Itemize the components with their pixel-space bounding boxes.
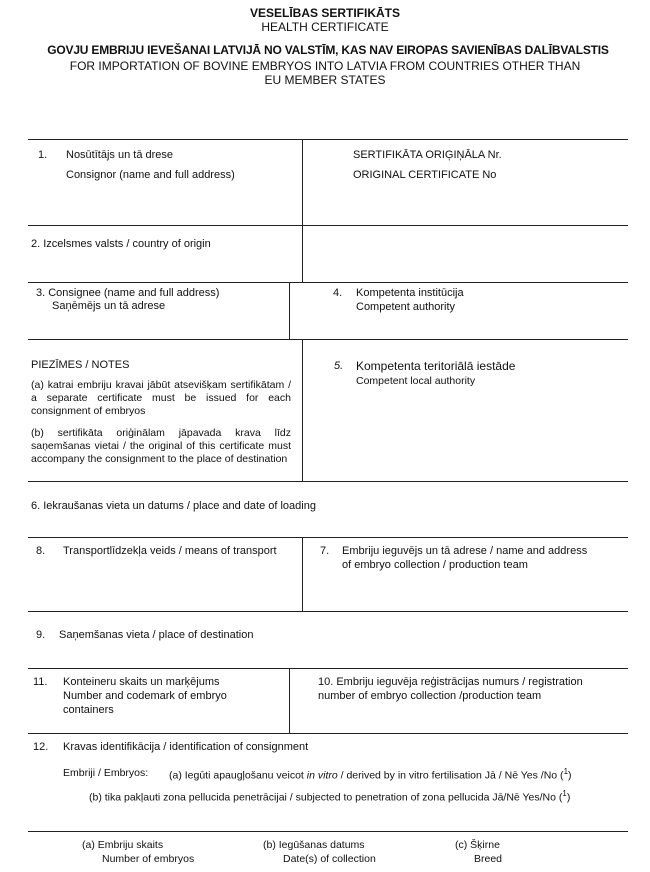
certificate-no-en: ORIGINAL CERTIFICATE No bbox=[353, 169, 497, 181]
section-1-label-en: Consignor (name and full address) bbox=[66, 169, 235, 181]
section-12-number: 12. bbox=[33, 741, 49, 753]
subtitle-lv: GOVJU EMBRIJU IEVEŠANAI LATVIJĀ NO VALSTĪM, KAS NAV EIROPAS SAVIENĪBAS DALĪBVALSTIS bbox=[47, 43, 609, 57]
certificate-no-lv: SERTIFIKĀTA ORIĢIŅĀLA Nr. bbox=[353, 149, 502, 161]
section-2-label: 2. Izcelsmes valsts / country of origin bbox=[31, 238, 211, 250]
divider bbox=[302, 537, 303, 611]
column-b-label-lv: (b) Iegūšanas datums bbox=[263, 839, 365, 851]
section-3-label-lv: Saņēmējs un tā adrese bbox=[52, 300, 166, 312]
column-c-label-lv: (c) Šķirne bbox=[455, 839, 500, 851]
section-12-title: Kravas identifikācija / identification of consignment bbox=[63, 741, 309, 753]
embryos-label: Embriji / Embryos: bbox=[63, 767, 149, 779]
divider bbox=[28, 139, 628, 140]
divider bbox=[28, 481, 628, 482]
section-11-label-line2: Number and codemark of embryo bbox=[63, 690, 227, 702]
section-1-label-lv: Nosūtītājs un tā drese bbox=[66, 149, 174, 161]
section-9-number: 9. bbox=[36, 629, 46, 641]
divider bbox=[289, 282, 290, 339]
section-5-label-lv: Kompetenta teritoriālā iestāde bbox=[356, 359, 516, 373]
embryos-item-a: (a) Iegūti apaugļošanu veicot in vitro / derived by in vitro fertilisation Jā / Nē Yes /No ($^1$) bbox=[169, 767, 572, 782]
section-10-label-line2: number of embryo collection /production team bbox=[318, 690, 542, 702]
section-1-number: 1. bbox=[38, 149, 48, 161]
section-10-label-line1: 10. Embriju ieguvēja reģistrācijas numurs / registration bbox=[318, 676, 583, 688]
section-11-number: 11. bbox=[33, 676, 48, 688]
section-7-label-line1: Embriju ieguvējs un tā adrese / name and address bbox=[342, 545, 588, 557]
divider bbox=[302, 339, 303, 481]
section-4-label-lv: Kompetenta institūcija bbox=[356, 287, 464, 299]
column-a-label-en: Number of embryos bbox=[102, 853, 195, 865]
section-9-label: Saņemšanas vieta / place of destination bbox=[59, 629, 254, 641]
subtitle-en-line1: FOR IMPORTATION OF BOVINE EMBRYOS INTO LATVIA FROM COUNTRIES OTHER THAN bbox=[69, 59, 581, 73]
divider bbox=[289, 668, 290, 733]
divider bbox=[28, 537, 628, 538]
subtitle-en-line2: EU MEMBER STATES bbox=[264, 73, 386, 87]
divider bbox=[302, 225, 303, 282]
section-3-label-en: 3. Consignee (name and full address) bbox=[36, 287, 220, 299]
title-en: HEALTH CERTIFICATE bbox=[261, 20, 389, 34]
divider bbox=[28, 282, 628, 283]
section-8-label: Transportlīdzekļa veids / means of transport bbox=[63, 545, 277, 557]
column-a-label-lv: (a) Embriju skaits bbox=[82, 839, 164, 851]
divider bbox=[28, 611, 628, 612]
divider bbox=[28, 668, 628, 669]
section-7-number: 7. bbox=[320, 545, 330, 557]
section-4-number: 4. bbox=[333, 287, 343, 299]
column-b-label-en: Date(s) of collection bbox=[283, 853, 376, 865]
section-4-label-en: Competent authority bbox=[356, 301, 456, 313]
column-c-label-en: Breed bbox=[474, 853, 503, 865]
section-8-number: 8. bbox=[36, 545, 46, 557]
section-5-label-en: Competent local authority bbox=[356, 375, 476, 387]
section-11-label-line3: containers bbox=[63, 704, 114, 716]
divider bbox=[302, 139, 303, 225]
section-11-label-line1: Konteineru skaits un marķējums bbox=[63, 676, 220, 688]
divider bbox=[28, 339, 628, 340]
divider bbox=[28, 225, 628, 226]
embryos-item-b: (b) tika pakļauti zona pellucida penetrācijai / subjected to penetration of zona pellucida Jā/Nē Yes/No ($^1$) bbox=[89, 789, 571, 804]
title-lv: VESELĪBAS SERTIFIKĀTS bbox=[249, 6, 401, 20]
section-7-label-line2: of embryo collection / production team bbox=[342, 559, 528, 571]
note-b: (b) sertifikāta oriģinālam jāpavada krava līdz saņemšanas vietai / the original of this certificate must accompany the consignment to the place of destination bbox=[31, 427, 291, 465]
divider bbox=[28, 831, 628, 832]
note-a: (a) katrai embriju kravai jābūt atsevišķam sertifikātam / a separate certificate must be issued for each consignment of embryos bbox=[31, 379, 291, 417]
section-6-label: 6. Iekraušanas vieta un datums / place and date of loading bbox=[31, 500, 316, 512]
divider bbox=[28, 733, 628, 734]
notes-title: PIEZĪMES / NOTES bbox=[31, 359, 130, 371]
section-5-number: 5. bbox=[334, 360, 344, 372]
